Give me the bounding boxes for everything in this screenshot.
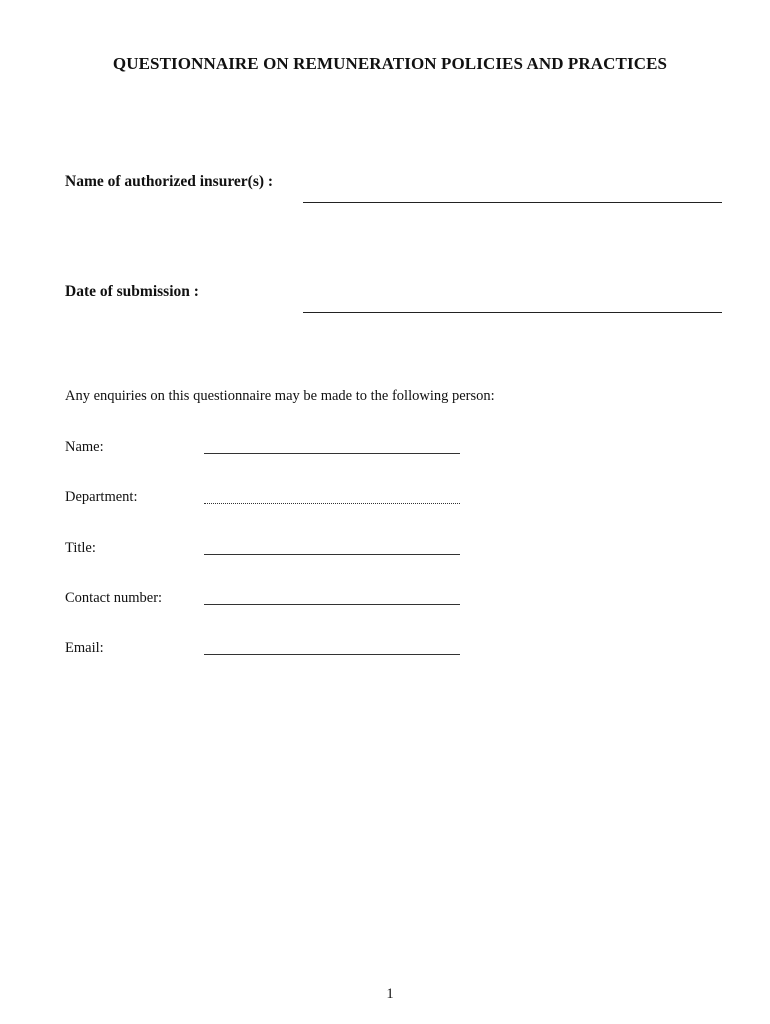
enquiry-instructions: Any enquiries on this questionnaire may be made to the following person: bbox=[65, 388, 495, 404]
contact-department-label: Department: bbox=[65, 489, 138, 505]
contact-email-field[interactable] bbox=[204, 654, 460, 655]
contact-email-label: Email: bbox=[65, 640, 104, 656]
contact-name-label: Name: bbox=[65, 439, 104, 455]
contact-title-label: Title: bbox=[65, 540, 96, 556]
submission-date-label: Date of submission : bbox=[65, 283, 199, 300]
contact-department-field[interactable] bbox=[204, 503, 460, 504]
page-number: 1 bbox=[386, 986, 394, 1002]
insurer-name-label: Name of authorized insurer(s) : bbox=[65, 173, 274, 190]
contact-number-label: Contact number: bbox=[65, 590, 163, 606]
insurer-name-field[interactable] bbox=[303, 202, 722, 203]
submission-date-field[interactable] bbox=[303, 312, 722, 313]
contact-number-field[interactable] bbox=[204, 604, 460, 605]
contact-name-field[interactable] bbox=[204, 453, 460, 454]
contact-title-field[interactable] bbox=[204, 554, 460, 555]
page-title: QUESTIONNAIRE ON REMUNERATION POLICIES AND PRACTICES bbox=[112, 54, 668, 73]
